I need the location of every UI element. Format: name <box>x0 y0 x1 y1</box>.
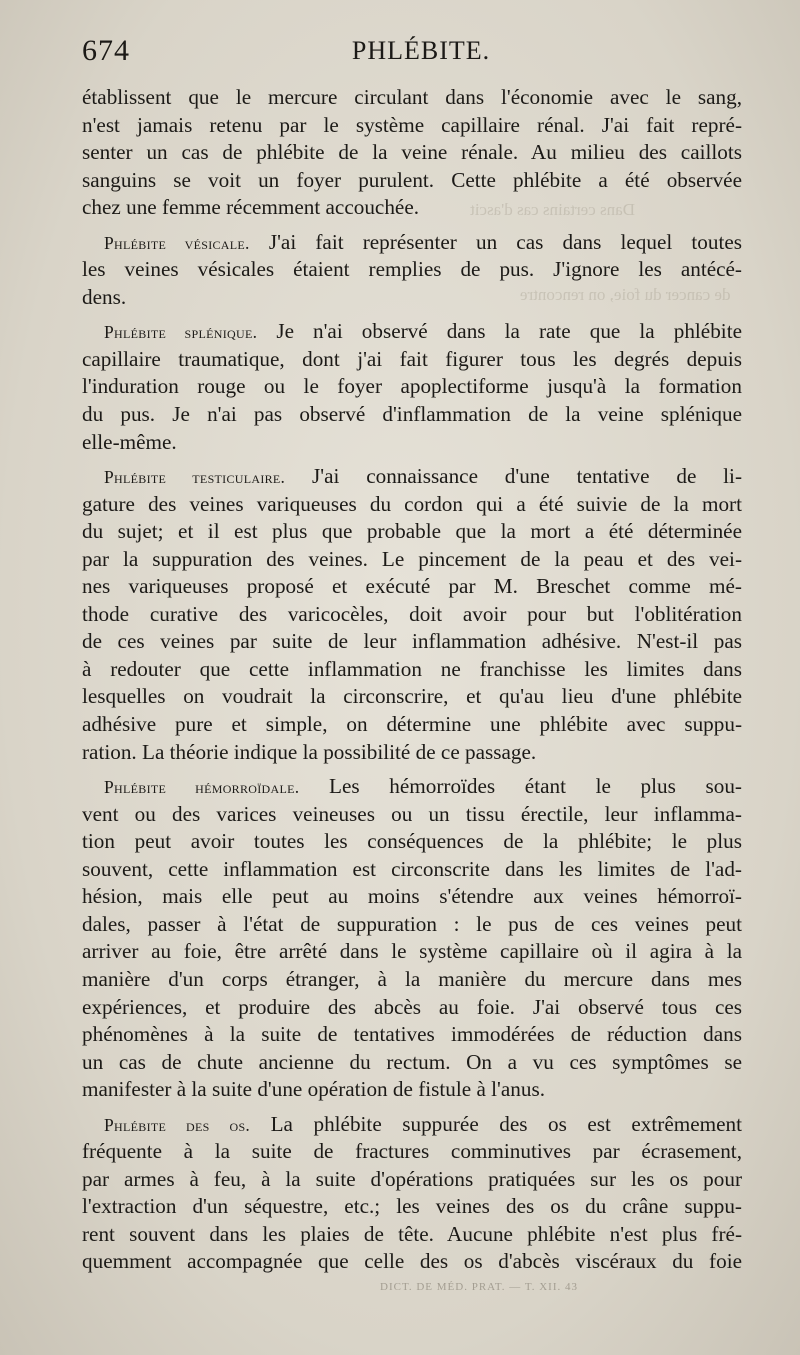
text-line: chez une femme récemment accouchée. <box>82 195 420 220</box>
section-heading: Phlébite des os. <box>104 1114 251 1135</box>
show-through-text: Dans certains cas d'ascit <box>470 200 635 219</box>
section-heading: Phlébite testiculaire. <box>104 467 286 488</box>
text-line: l'induration rouge ou le foyer apoplectiforme jusqu'à la formation <box>82 374 742 399</box>
paragraph-phlebite-splenique <box>82 318 742 456</box>
text-line: par la suppuration des veines. Le pincement de la peau et des vei- <box>82 546 742 571</box>
text-line: l'extraction d'un séquestre, etc.; les veines des os du crâne suppu- <box>82 1194 742 1219</box>
paragraph-phlebite-testiculaire <box>82 463 742 766</box>
text-line: phénomènes à la suite de tentatives immodérées de réduction dans <box>82 1022 742 1047</box>
text-line: un cas de chute ancienne du rectum. On a vu ces symptômes se <box>82 1049 742 1074</box>
text-line: gature des veines variqueuses du cordon qui a été suivie de la mort <box>82 491 742 516</box>
text-line: thode curative des varicocèles, doit avoir pour but l'oblitération <box>82 601 742 626</box>
text-line: souvent, cette inflammation est circonscrite dans les limites de l'ad- <box>82 856 742 881</box>
page-number: 674 <box>82 34 130 67</box>
text-line: senter un cas de phlébite de la veine rénale. Au milieu des caillots <box>82 140 742 165</box>
text-line: Phlébite vésicale. J'ai fait représenter un cas dans lequel toutes <box>104 229 742 254</box>
running-head: PHLÉBITE. <box>351 36 491 65</box>
text-line: capillaire traumatique, dont j'ai fait figurer tous les degrés depuis <box>82 346 742 371</box>
text-line: dales, passer à l'état de suppuration : le pus de ces veines peut <box>82 911 742 936</box>
printer-signature-mark: DICT. DE MÉD. PRAT. — T. XII. 43 <box>380 1281 579 1293</box>
paragraph <box>82 84 742 222</box>
text-line: Phlébite testiculaire. J'ai connaissance d'une tentative de li- <box>104 464 742 489</box>
text-line: elle-même. <box>82 429 177 454</box>
page-header <box>82 34 742 74</box>
text-line: manifester à la suite d'une opération de fistule à l'anus. <box>82 1077 546 1102</box>
text-line: par armes à feu, à la suite d'opérations pratiquées sur les os pour <box>82 1166 742 1191</box>
text-line: à redouter que cette inflammation ne franchisse les limites dans <box>82 656 742 681</box>
text-line: lesquelles on voudrait la circonscrire, et qu'au lieu d'une phlébite <box>82 684 742 709</box>
text-line: de ces veines par suite de leur inflammation adhésive. N'est-il pas <box>82 629 742 654</box>
section-heading: Phlébite splénique. <box>104 322 258 343</box>
text-line: manière d'un corps étranger, à la manière du mercure dans mes <box>82 966 742 991</box>
text-line: dens. <box>82 284 127 309</box>
text-line: ration. La théorie indique la possibilité de ce passage. <box>82 739 537 764</box>
text-line: du sujet; et il est plus que probable que la mort a été déterminée <box>82 519 742 544</box>
text-line: quemment accompagnée que celle des os d'abcès viscéraux du foie <box>82 1249 742 1274</box>
paragraph-phlebite-hemorroidale <box>82 773 742 1104</box>
body-text <box>82 84 742 1276</box>
section-heading: Phlébite hémorroïdale. <box>104 777 300 798</box>
text-line: rent souvent dans les plaies de tête. Aucune phlébite n'est plus fré- <box>82 1221 742 1246</box>
text-line: du pus. Je n'ai pas observé d'inflammation de la veine splénique <box>82 402 742 427</box>
show-through-text: de cancer du foie, on rencontre <box>520 285 731 304</box>
text-line: n'est jamais retenu par le système capillaire rénal. J'ai fait repré- <box>82 112 742 137</box>
text-line: Phlébite splénique. Je n'ai observé dans la rate que la phlébite <box>104 319 742 344</box>
text-line: Phlébite des os. La phlébite suppurée des os est extrêmement <box>104 1111 742 1136</box>
text-line: sanguins se voit un foyer purulent. Cette phlébite a été observée <box>82 167 742 192</box>
text-line: fréquente à la suite de fractures comminutives par écrasement, <box>82 1139 742 1164</box>
text-line: hésion, mais elle peut au moins s'étendre aux veines hémorroï- <box>82 884 742 909</box>
text-line: Phlébite hémorroïdale. Les hémorroïdes étant le plus sou- <box>104 774 742 799</box>
text-line: vent ou des varices veineuses ou un tissu érectile, leur inflamma- <box>82 801 742 826</box>
paragraph-phlebite-des-os <box>82 1111 742 1276</box>
section-heading: Phlébite vésicale. <box>104 232 250 253</box>
text-line: établissent que le mercure circulant dans l'économie avec le sang, <box>82 85 742 109</box>
text-line: les veines vésicales étaient remplies de pus. J'ignore les antécé- <box>82 257 742 282</box>
text-line: arriver au foie, être arrêté dans le système capillaire où il agira à la <box>82 939 742 964</box>
text-line: tion peut avoir toutes les conséquences de la phlébite; le plus <box>82 829 742 854</box>
text-line: adhésive pure et simple, on détermine une phlébite avec suppu- <box>82 712 742 737</box>
paragraph-phlebite-vesicale <box>82 229 742 312</box>
text-line: expériences, et produire des abcès au foie. J'ai observé tous ces <box>82 994 742 1019</box>
text-line: nes variqueuses proposé et exécuté par M. Breschet comme mé- <box>82 574 742 599</box>
